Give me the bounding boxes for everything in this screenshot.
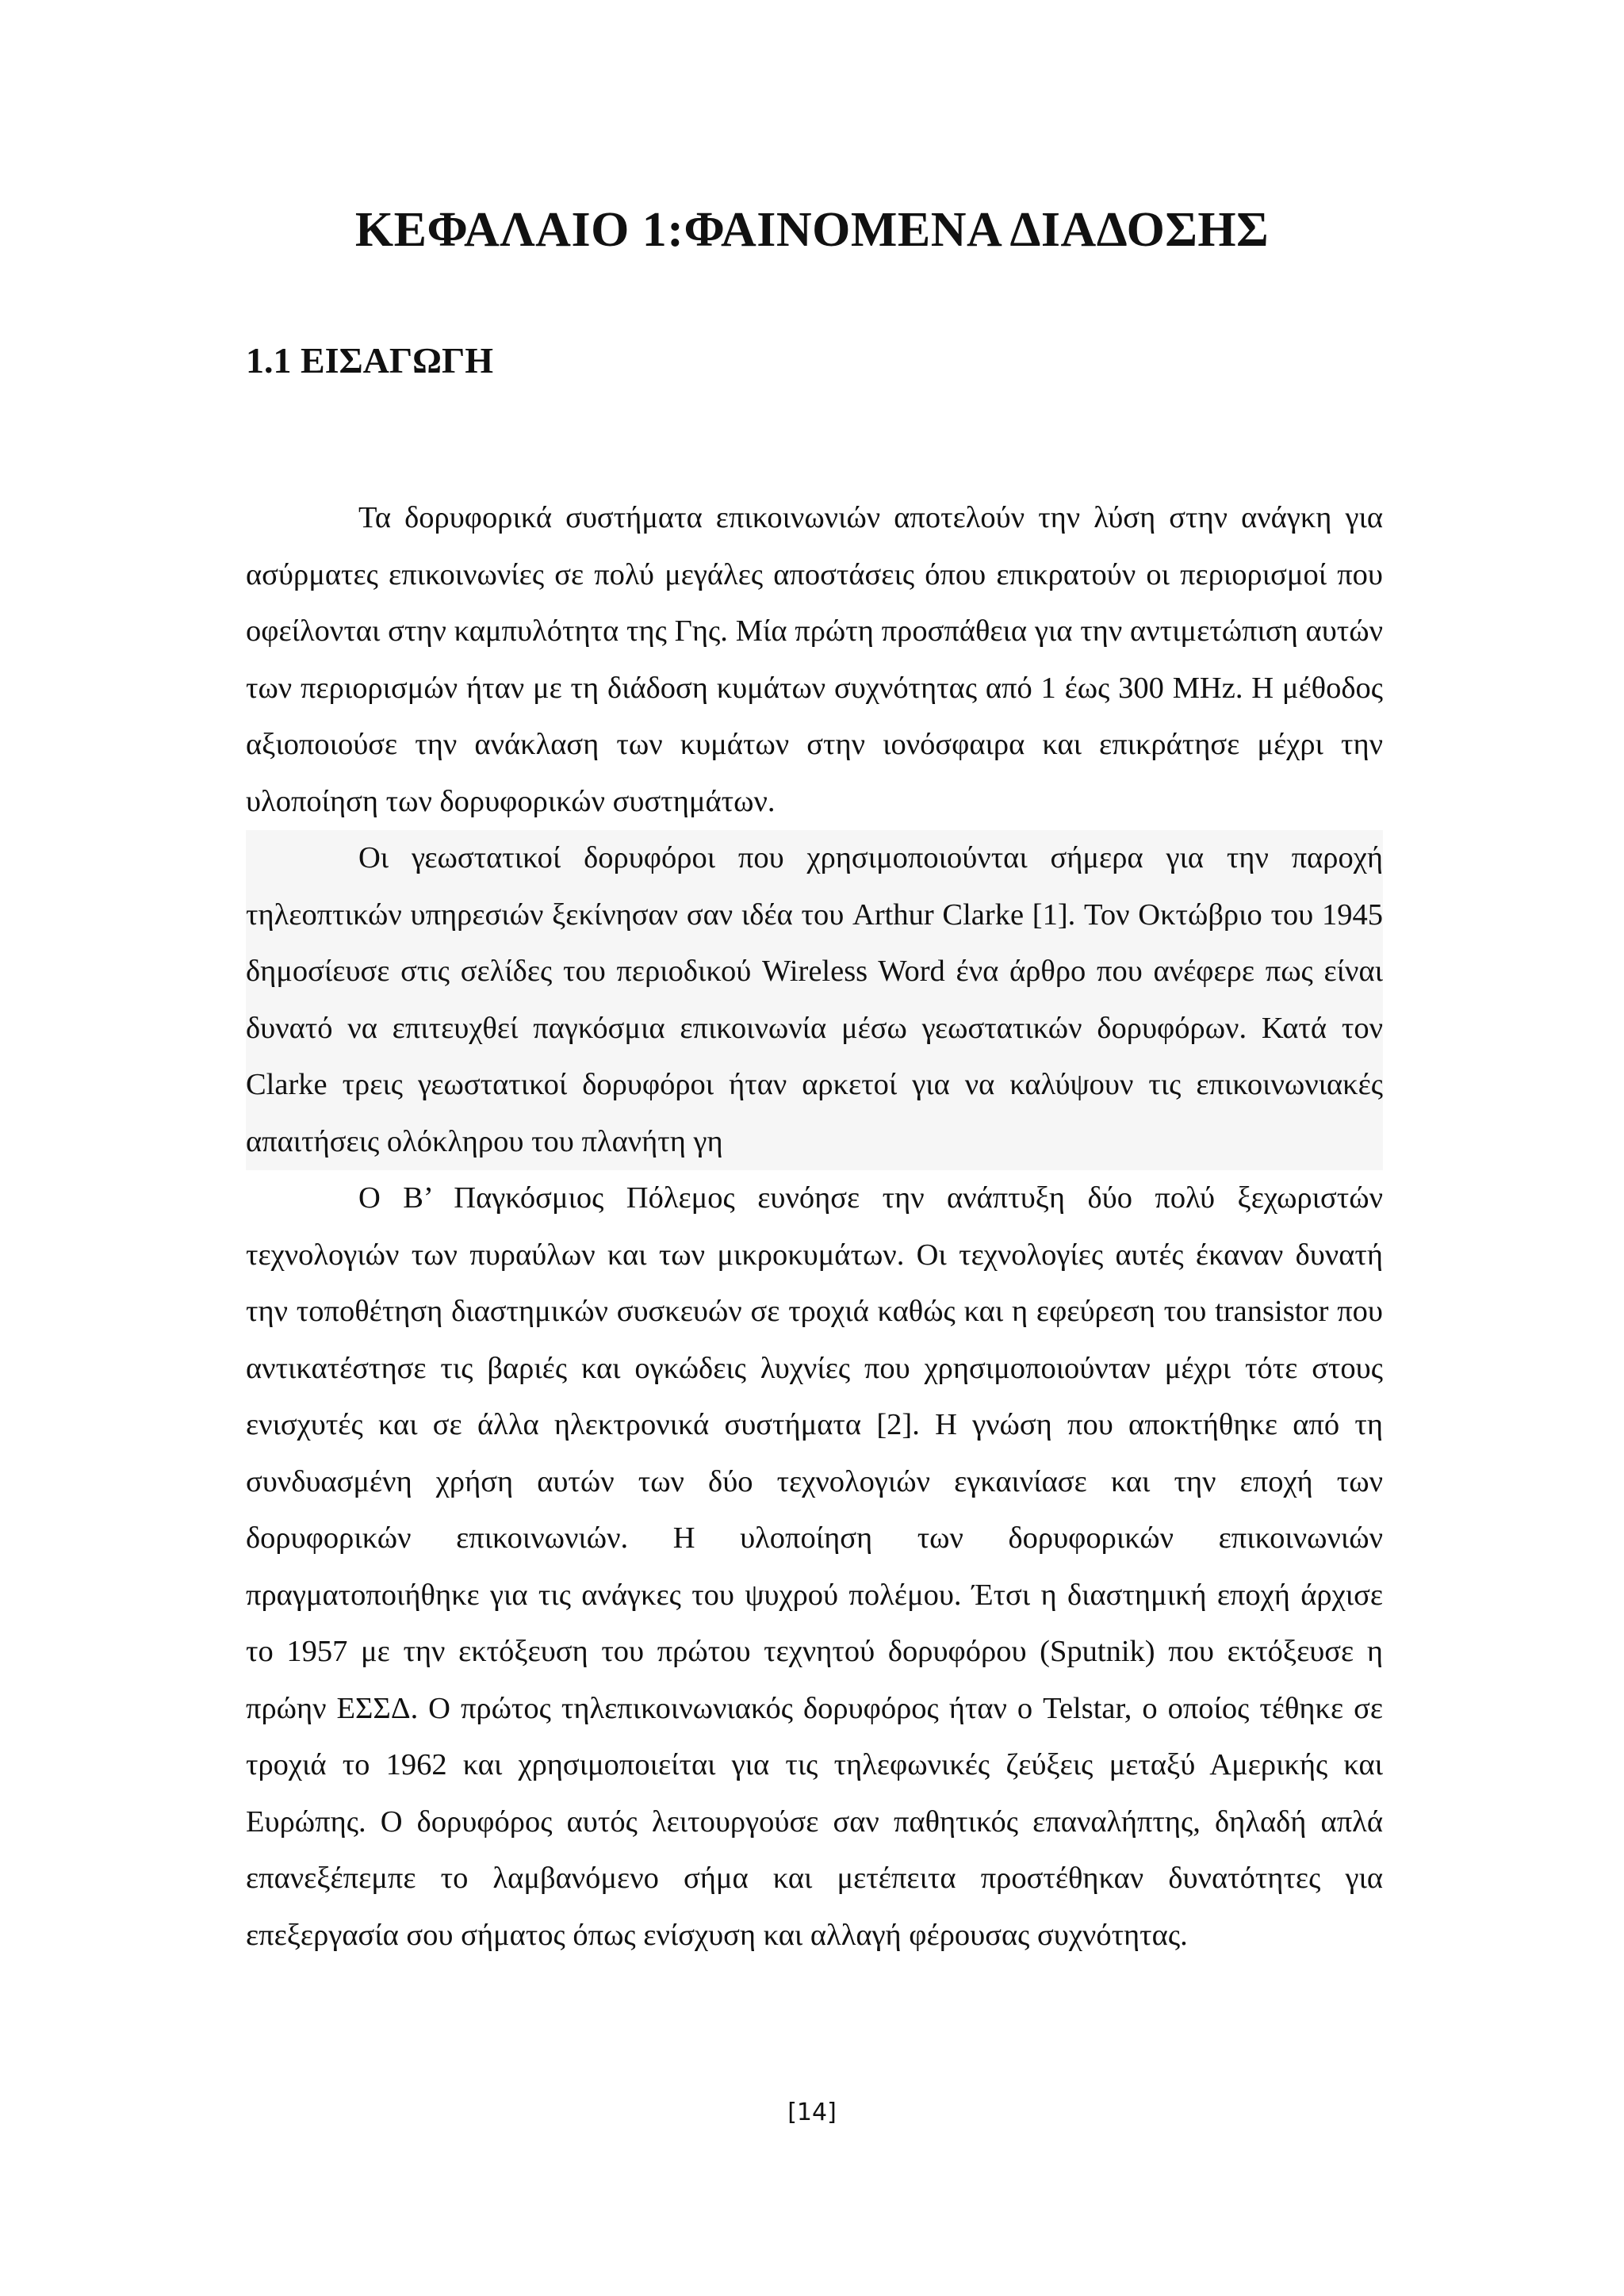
paragraph-geostationary: Οι γεωστατικοί δορυφόροι που χρησιμοποιούνται σήμερα για την παροχή τηλεοπτικών υπηρεσιών ξεκίνησαν σαν ιδέα του Arthur Clarke [1]. Τον Οκτώβριο του 1945 δημοσίευσε στις σελίδες του περιοδικού Wireless Word ένα άρθρο που ανέφερε πως είναι δυνατό να επιτευχθεί παγκόσμια επικοινωνία μέσω γεωστατικών δορυφόρων. Κατά τον Clarke τρεις γεωστατικοί δορυφόροι ήταν αρκετοί για να καλύψουν τις επικοινωνιακές απαιτήσεις ολόκληρου του πλανήτη γη (246, 830, 1383, 1170)
body-text (246, 490, 1383, 1964)
chapter-title: ΚΕΦΑΛΑΙΟ 1:ΦΑΙΝΟΜΕΝΑ ΔΙΑΔΟΣΗΣ (354, 203, 1270, 257)
section-title: 1.1 ΕΙΣΑΓΩΓΗ (246, 340, 494, 381)
paragraph-history: Ο Β’ Παγκόσμιος Πόλεμος ευνόησε την ανάπτυξη δύο πολύ ξεχωριστών τεχνολογιών των πυραύλων και των μικροκυμάτων. Οι τεχνολογίες αυτές έκαναν δυνατή την τοποθέτηση διαστημικών συσκευών σε τροχιά καθώς και η εφεύρεση του transistor που αντικατέστησε τις βαριές και ογκώδεις λυχνίες που χρησιμοποιούνταν μέχρι τότε στους ενισχυτές και σε άλλα ηλεκτρονικά συστήματα [2]. Η γνώση που αποκτήθηκε από τη συνδυασμένη χρήση αυτών των δύο τεχνολογιών εγκαινίασε και την εποχή των δορυφορικών επικοινωνιών. Η υλοποίηση των δορυφορικών επικοινωνιών πραγματοποιήθηκε για τις ανάγκες του ψυχρού πολέμου. Έτσι η διαστημική εποχή άρχισε το 1957 με την εκτόξευση του πρώτου τεχνητού δορυφόρου (Sputnik) που εκτόξευσε η πρώην ΕΣΣΔ. Ο πρώτος τηλεπικοινωνιακός δορυφόρος ήταν ο Telstar, ο οποίος τέθηκε σε τροχιά το 1962 και χρησιμοποιείται για τις τηλεφωνικές ζεύξεις μεταξύ Αμερικής και Ευρώπης. Ο δορυφόρος αυτός λειτουργούσε σαν παθητικός επαναλήπτης, δηλαδή απλά επανεξέπεμπε το λαμβανόμενο σήμα και μετέπειτα προστέθηκαν δυνατότητες για επεξεργασία σου σήματος όπως ενίσχυση και αλλαγή φέρουσας συχνότητας. (246, 1181, 1383, 1952)
paragraph-intro: Τα δορυφορικά συστήματα επικοινωνιών αποτελούν την λύση στην ανάγκη για ασύρματες επικοινωνίες σε πολύ μεγάλες αποστάσεις όπου επικρατούν οι περιορισμοί που οφείλονται στην καμπυλότητα της Γης. Μία πρώτη προσπάθεια για την αντιμετώπιση αυτών των περιορισμών ήταν με τη διάδοση κυμάτων συχνότητας από 1 έως 300 MHz. Η μέθοδος αξιοποιούσε την ανάκλαση των κυμάτων στην ιονόσφαιρα και επικράτησε μέχρι την υλοποίηση των δορυφορικών συστημάτων. (246, 501, 1383, 818)
page-number: [14] (787, 2099, 837, 2126)
